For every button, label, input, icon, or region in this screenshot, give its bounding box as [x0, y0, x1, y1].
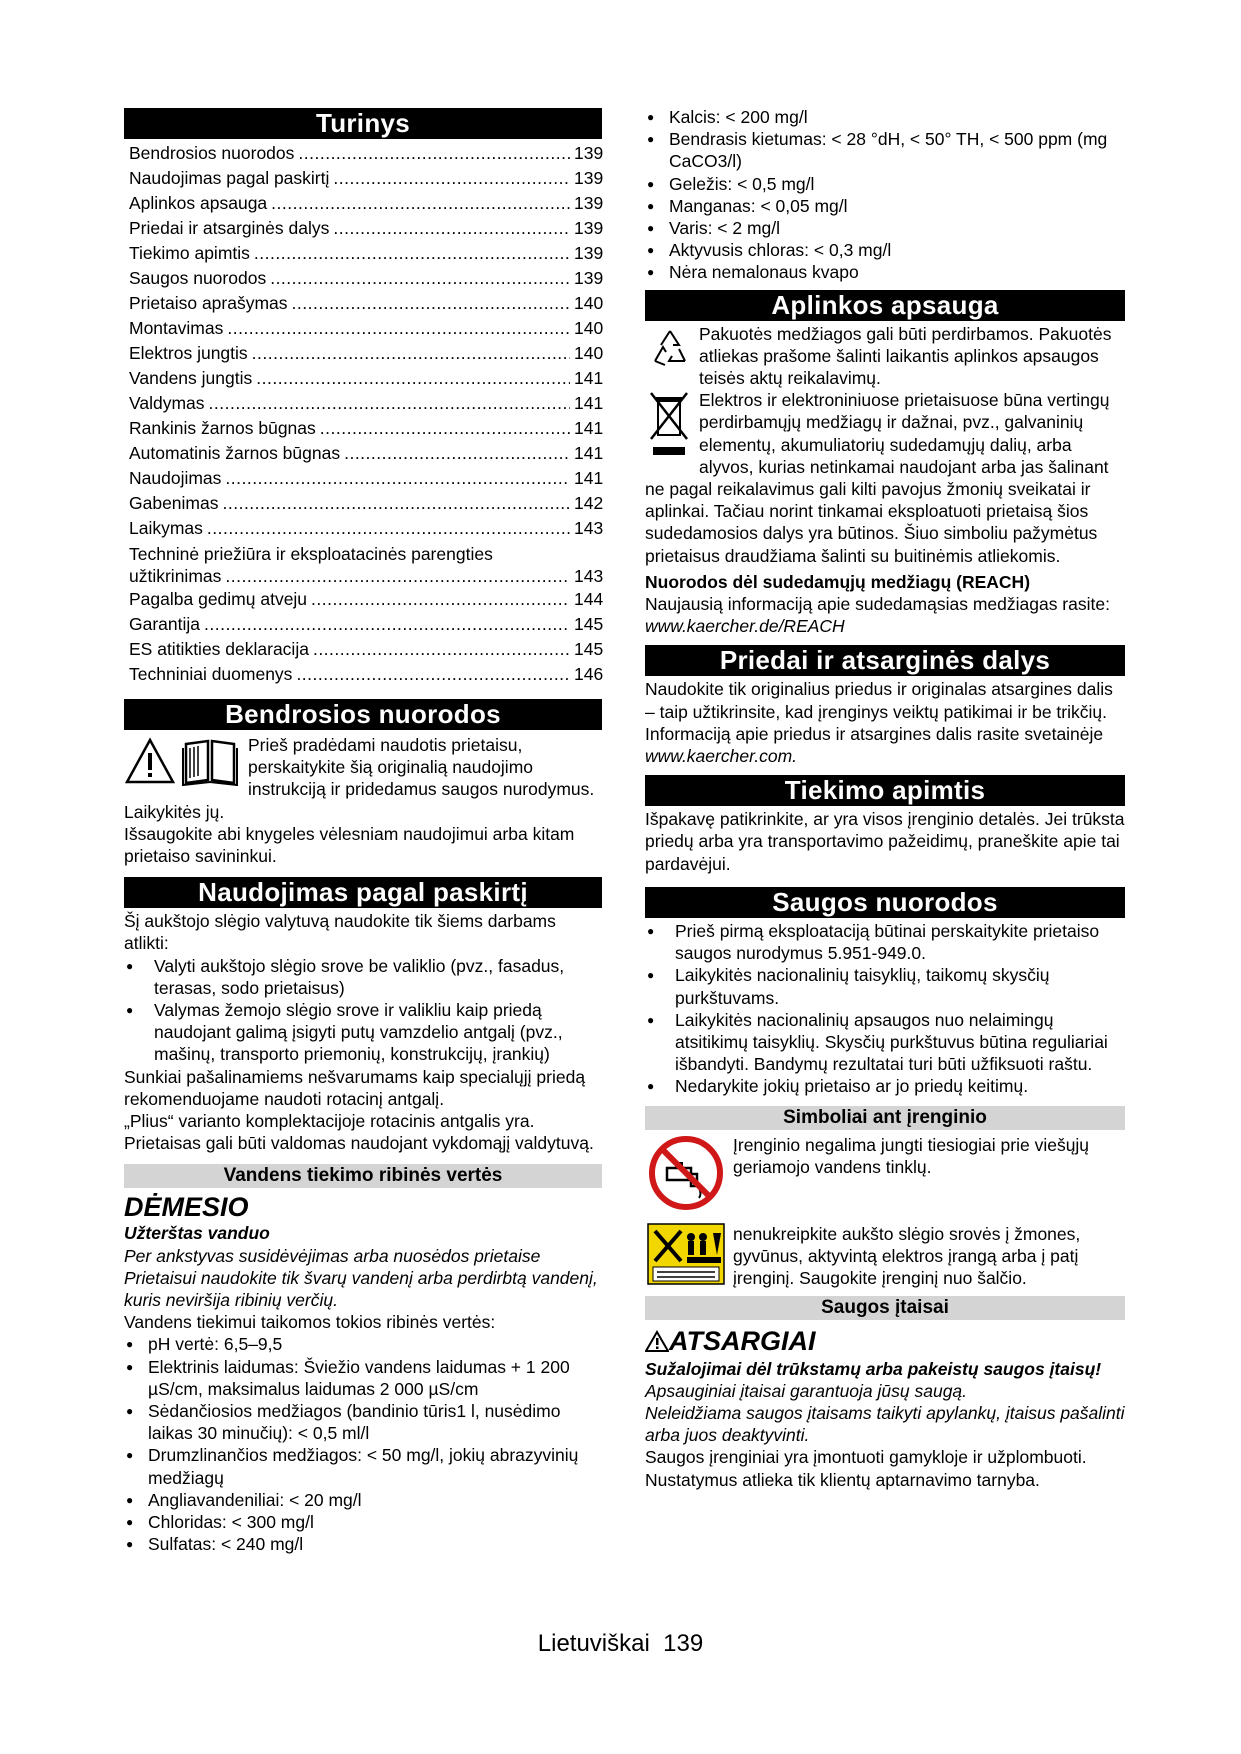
safety-list	[645, 920, 1125, 1098]
list-item: ● Drumzlinančios medžiagos: < 50 mg/l, jokių abrazyvinių medžiagų	[124, 1444, 602, 1488]
safety-title: Saugos nuorodos	[645, 887, 1125, 918]
recycling-icon	[649, 327, 691, 374]
caution-triangle-icon	[645, 1328, 669, 1358]
list-item: ● Bendrasis kietumas: < 28 °dH, < 50° TH, < 500 ppm (mg CaCO3/l)	[645, 128, 1125, 172]
environment-text: Pakuotės medžiagos gali būti perdirbamos. Pakuotės atliekas prašome šalinti laikantis aplinkos apsaugos teisės aktų reikalavimų.	[699, 323, 1112, 389]
general-text-2: Išsaugokite abi knygeles vėlesniam naudojimui arba kitam prietaiso savininkui.	[124, 823, 575, 867]
toc-item[interactable]: Valdymas ..... 141	[129, 391, 602, 416]
toc-item[interactable]: Priedai ir atsarginės dalys ..... 139	[129, 216, 602, 241]
symbol-text: nenukreipkite aukšto slėgio srovės į žmones, gyvūnus, aktyvintą elektros įrangą arba į patį įrenginį. Saugokite įrenginį nuo šalčio.	[733, 1223, 1081, 1288]
intended-use-text: Prietaisas gali būti valdomas naudojant vykdomąjį valdytuvą.	[124, 1133, 594, 1154]
safety-devices-text: Saugos įrenginiai yra įmontuoti gamykloje ir užplombuoti. Nustatymus atlieka tik klientų aptarnavimo tarnyba.	[645, 1447, 1087, 1490]
list-item: ● Nedarykite jokių prietaiso ar jo priedų keitimų.	[645, 1075, 1125, 1097]
list-item: ● Kalcis: < 200 mg/l	[645, 106, 1125, 128]
list-item: ● Laikykitės nacionalinių apsaugos nuo nelaimingų atsitikimų taisyklių. Skysčių purkštuvus būtina reguliariai išbandyti. Bandymų rezultatai turi būti užfiksuoti raštu.	[645, 1009, 1125, 1076]
toc-item[interactable]: Elektros jungtis ..... 140	[129, 341, 602, 366]
toc-title: Turinys	[124, 108, 602, 139]
notice-text: Per ankstyvas susidėvėjimas arba nuosėdos prietaise	[124, 1245, 541, 1266]
manual-book-icon	[180, 736, 240, 791]
notice-heading: DĖMESIO	[124, 1192, 249, 1223]
caution-subtitle: Sužalojimai dėl trūkstamų arba pakeistų saugos įtaisų!	[645, 1358, 1102, 1379]
notice-subtitle: Užterštas vanduo	[124, 1223, 270, 1244]
scope-title: Tiekimo apimtis	[645, 775, 1125, 806]
no-drinking-water-icon	[647, 1134, 725, 1217]
water-limits-list	[124, 1333, 602, 1555]
list-item: ● Varis: < 2 mg/l	[645, 217, 1125, 239]
list-item: ● Angliavandeniliai: < 20 mg/l	[124, 1489, 602, 1511]
caution-heading: ATSARGIAI	[645, 1326, 1125, 1358]
toc-item[interactable]: Saugos nuorodos ..... 139	[129, 266, 602, 291]
symbol-text: Įrenginio negalima jungti tiesiogiai prie viešųjų geriamojo vandens tinklų.	[733, 1134, 1090, 1177]
reach-link[interactable]: www.kaercher.de/REACH	[645, 616, 845, 637]
list-item: ● Prieš pirmą eksploataciją būtinai perskaitykite prietaiso saugos nurodymus 5.951-949.0.	[645, 920, 1125, 964]
accessories-text: Naudokite tik originalius priedus ir originalas atsargines dalis – taip užtikrinsite, kad įrenginys veiktų patikimai ir be trikčių.	[645, 679, 1113, 722]
list-item: ● pH vertė: 6,5–9,5	[124, 1333, 602, 1355]
reach-text: Naujausią informaciją apie sudedamąsias medžiagas rasite: www.kaercher.de/REACH	[645, 594, 1110, 637]
toc-item[interactable]: Prietaiso aprašymas ..... 140	[129, 291, 602, 316]
list-item: ● Valyti aukštojo slėgio srove be valiklio (pvz., fasadus, terasas, sodo prietaisus)	[124, 955, 602, 999]
footer-language: Lietuviškai	[537, 1630, 650, 1657]
toc-item[interactable]: Rankinis žarnos būgnas ..... 141	[129, 416, 602, 441]
intended-use-list	[124, 955, 602, 1066]
toc-item[interactable]: Automatinis žarnos būgnas ..... 141	[129, 441, 602, 466]
intended-use-text: Sunkiai pašalinamiems nešvarumams kaip specialųjį priedą rekomenduojame naudoti rotacinį antgalį.	[124, 1066, 586, 1109]
intended-use-title: Naudojimas pagal paskirtį	[124, 877, 602, 908]
toc-item[interactable]: Naudojimas ..... 141	[129, 466, 602, 491]
list-item: ● Elektrinis laidumas: Šviežio vandens laidumas + 1 200 µS/cm, maksimalus laidumas 2 000 µS/cm	[124, 1356, 602, 1400]
scope-text: Išpakavę patikrinkite, ar yra visos įrenginio detalės. Jei trūksta priedų arba yra transportavimo pažeidimų, praneškite apie tai pardavėjui.	[645, 809, 1125, 874]
list-item: ● Manganas: < 0,05 mg/l	[645, 195, 1125, 217]
water-limits-title: Vandens tiekimo ribinės vertės	[124, 1164, 602, 1188]
symbols-title: Simboliai ant įrenginio	[645, 1106, 1125, 1130]
caution-text: Neleidžiama saugos įtaisams taikyti apylankų, įtaisus pašalinti arba juos deaktyvinti.	[645, 1402, 1125, 1446]
page-footer	[0, 1630, 1241, 1658]
list-item: ● Valymas žemojo slėgio srove ir valikliu kaip priedą naudojant galimą įsigyti putų vamzdelio antgalį (pvz., mašinų, transporto priemonių, konstrukcijų, įrankių)	[124, 999, 602, 1066]
toc-item[interactable]: Vandens jungtis ..... 141	[129, 366, 602, 391]
list-item: ● Laikykitės nacionalinių taisyklių, taikomų skysčių purkštuvams.	[645, 964, 1125, 1008]
toc-item[interactable]: Laikymas ..... 143	[129, 516, 602, 541]
crossed-bin-icon	[649, 391, 689, 462]
list-item: ● Sulfatas: < 240 mg/l	[124, 1533, 602, 1555]
toc-item[interactable]: Pagalba gedimų atveju ..... 144	[129, 587, 602, 612]
toc-item[interactable]: Techniniai duomenys ..... 146	[129, 662, 602, 687]
no-spray-frost-label-icon	[647, 1223, 725, 1290]
general-title: Bendrosios nuorodos	[124, 699, 602, 730]
list-item: ● Aktyvusis chloras: < 0,3 mg/l	[645, 239, 1125, 261]
toc-item[interactable]: Techninė priežiūra ir eksploatacinės parengties užtikrinimas ..... 143	[129, 541, 602, 587]
left-column	[124, 108, 602, 1556]
safety-devices-title: Saugos įtaisai	[645, 1296, 1125, 1320]
toc-item[interactable]: ES atitikties deklaracija ..... 145	[129, 637, 602, 662]
intended-use-intro: Šį aukštojo slėgio valytuvą naudokite tik šiems darbams atlikti:	[124, 911, 556, 954]
environment-title: Aplinkos apsauga	[645, 290, 1125, 321]
water-intro: Vandens tiekimui taikomos tokios ribinės vertės:	[124, 1312, 496, 1333]
environment-text: Elektros ir elektroniniuose prietaisuose būna vertingų perdirbamųjų medžiagų ir dažnai, pvz., galvaninių elementų, akumuliatorių sudedamųjų dalių, arba alyvos, kurias netinkamai naudojant arba jas šalinant ne pagal reikalavimus gali kilti pavojus žmonių sveikatai ir aplinkai. Tačiau norint tinkamai eksploatuoti prietaisą šios sudedamosios dalys yra būtinos. Šiuo simboliu pažymėtus prietaisus draudžiama šalinti su buitinėmis atliekomis.	[645, 390, 1110, 566]
intended-use-text: „Plius“ varianto komplektacijoje rotacinis antgalis yra.	[124, 1111, 535, 1132]
toc-list	[124, 141, 602, 687]
toc-item[interactable]: Tiekimo apimtis ..... 139	[129, 241, 602, 266]
water-limits-list-cont	[645, 106, 1125, 284]
toc-item[interactable]: Gabenimas ..... 142	[129, 491, 602, 516]
page-number: 139	[663, 1630, 704, 1657]
toc-item[interactable]: Bendrosios nuorodos ..... 139	[129, 141, 602, 166]
general-text: Prieš pradėdami naudotis prietaisu, perskaitykite šią originalią naudojimo instrukciją ir pridedamus saugos nurodymus. Laikykitės jų.	[124, 735, 595, 822]
toc-item[interactable]: Aplinkos apsauga ..... 139	[129, 191, 602, 216]
kaercher-link[interactable]: www.kaercher.com.	[645, 746, 798, 767]
reach-title: Nuorodos dėl sudedamųjų medžiagų (REACH)	[645, 571, 1031, 592]
accessories-title: Priedai ir atsarginės dalys	[645, 645, 1125, 676]
warning-triangle-icon	[124, 736, 176, 791]
list-item: ● Sėdančiosios medžiagos (bandinio tūris1 l, nusėdimo laikas 30 minučių): < 0,5 ml/l	[124, 1400, 602, 1444]
toc-item[interactable]: Naudojimas pagal paskirtį ..... 139	[129, 166, 602, 191]
accessories-text: Informaciją apie priedus ir atsargines dalis rasite svetainėje www.kaercher.com.	[645, 723, 1104, 767]
list-item: ● Nėra nemalonaus kvapo	[645, 261, 1125, 283]
toc-item[interactable]: Montavimas ..... 140	[129, 316, 602, 341]
notice-text: Prietaisui naudokite tik švarų vandenį arba perdirbtą vandenį, kuris neviršija ribinių verčių.	[124, 1267, 598, 1311]
list-item: ● Chloridas: < 300 mg/l	[124, 1511, 602, 1533]
caution-text: Apsauginiai įtaisai garantuoja jūsų saugą.	[645, 1380, 968, 1401]
toc-item[interactable]: Garantija ..... 145	[129, 612, 602, 637]
list-item: ● Geležis: < 0,5 mg/l	[645, 173, 1125, 195]
right-column	[645, 108, 1125, 1491]
